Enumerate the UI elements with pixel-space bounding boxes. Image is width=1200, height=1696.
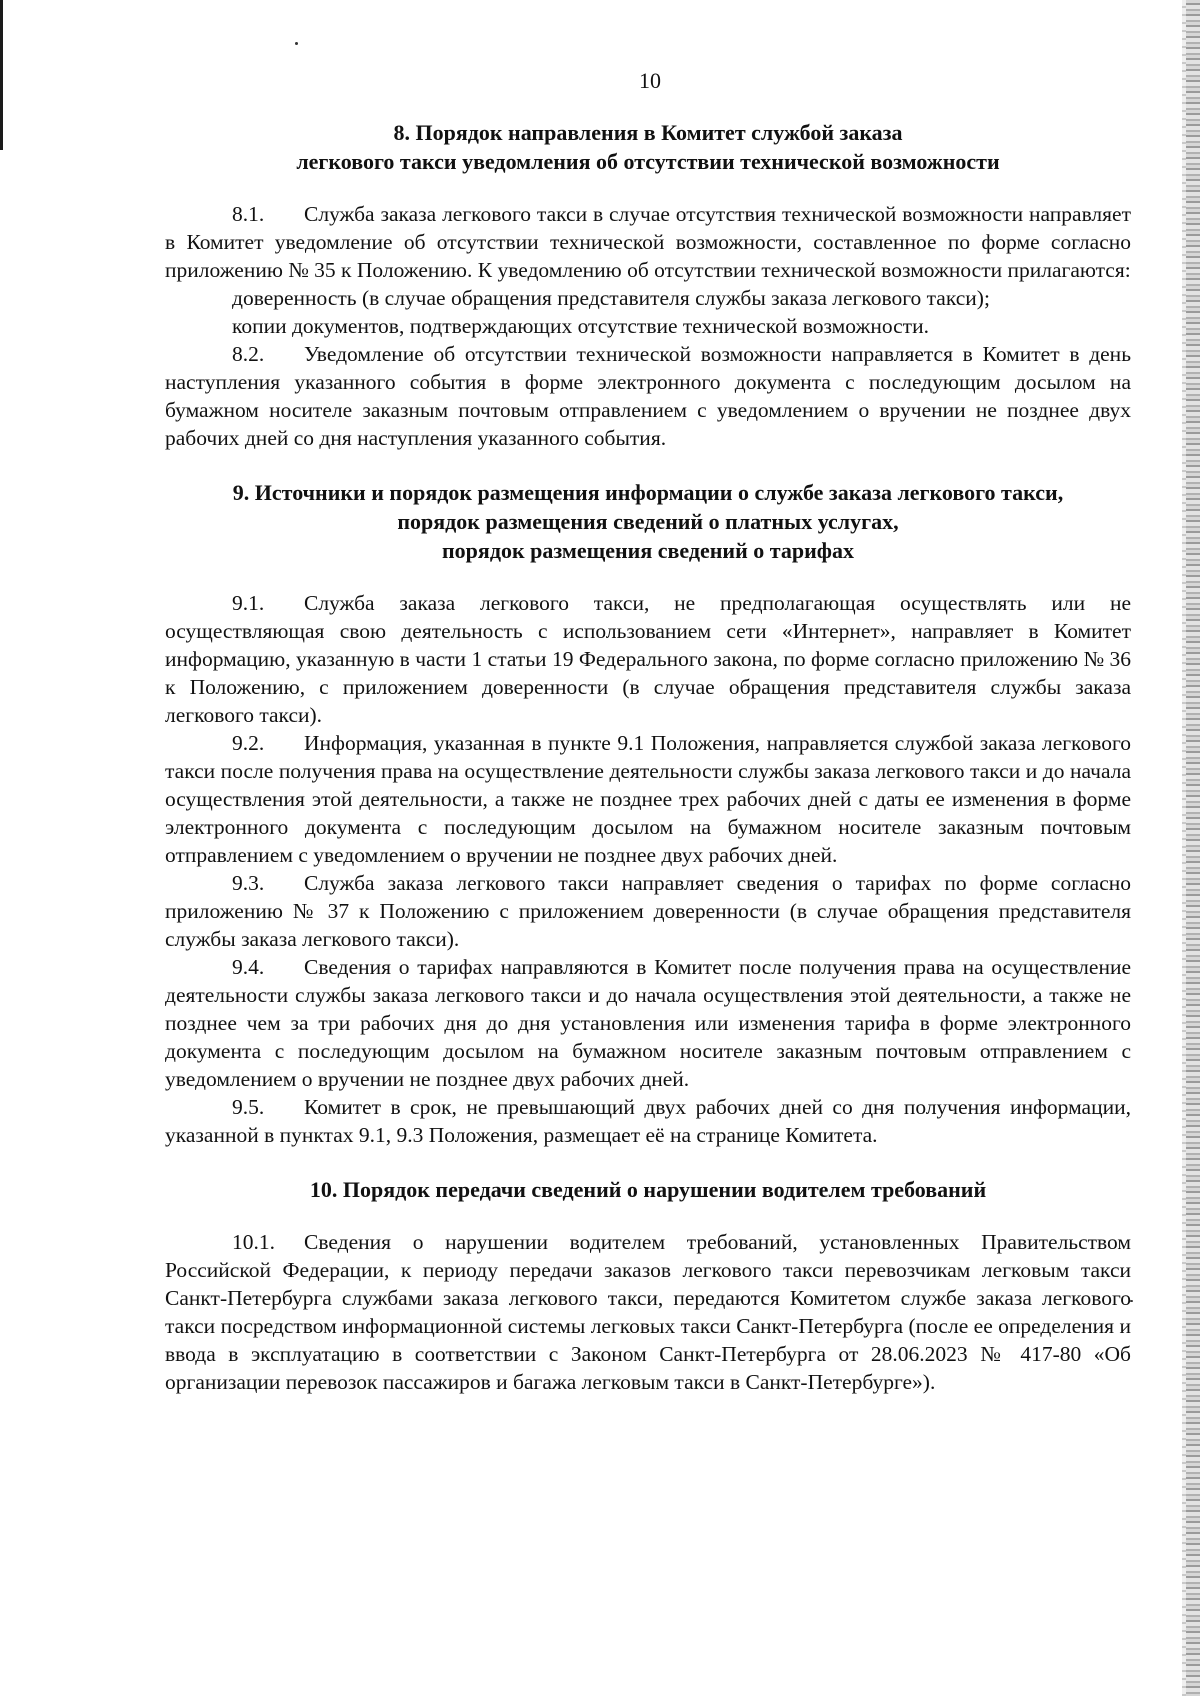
section-title [165,1175,1131,1204]
paragraph-number: 10.1. [232,1230,275,1254]
paragraph-text: Уведомление об отсутствии технической возможности направляется в Комитет в день наступления указанного события в форме электронного документа с последующим досылом на бумажном носителе заказным почтовым отправлением с уведомлением о вручении не позднее двух рабочих дней со дня наступления указанного события. [165,342,1131,450]
section-title-line: легкового такси уведомления об отсутствии технической возможности [296,149,1000,174]
paragraph-text: Служба заказа легкового такси, не предполагающая осуществлять или не осуществляющая свою деятельность с использованием сети «Интернет», направляет в Комитет информацию, указанную в части 1 статьи 19 Федерального закона, по форме согласно приложению № 36 к Положению, с приложением доверенности (в случае обращения представителя службы заказа легкового такси). [165,591,1131,727]
paragraph-9-5 [165,1093,1131,1149]
paragraph-number: 9.1. [232,591,265,615]
paragraph-number: 8.1. [232,202,265,226]
paragraph-8-1 [165,200,1131,284]
list-item: копии документов, подтверждающих отсутствие технической возможности. [232,314,929,338]
paragraph-text: Служба заказа легкового такси направляет сведения о тарифах по форме согласно приложению № 37 к Положению с приложением доверенности (в случае обращения представителя службы заказа легкового такси). [165,871,1131,951]
section-9 [165,478,1131,1149]
paragraph-text: Информация, указанная в пункте 9.1 Положения, направляется службой заказа легкового такси после получения права на осуществление деятельности службы заказа легкового такси и до начала осуществления этой деятельности, а также не позднее трех рабочих дней с даты ее изменения в форме электронного документа с последующим досылом на бумажном носителе заказным почтовым отправлением с уведомлением о вручении не позднее двух рабочих дней. [165,731,1131,867]
section-title-line: порядок размещения сведений о платных услугах, [397,509,899,534]
paragraph-number: 9.3. [232,871,265,895]
paragraph-number: 9.5. [232,1095,265,1119]
paragraph-10-1 [165,1228,1131,1396]
scan-edge-right [1186,0,1200,1696]
section-title-line: порядок размещения сведений о тарифах [442,538,854,563]
page-number: 10 [639,68,661,93]
list-item: доверенность (в случае обращения представителя службы заказа легкового такси); [232,286,990,310]
section-title-line: 10. Порядок передачи сведений о нарушении водителем требований [309,1177,987,1202]
paragraph-9-1 [165,589,1131,729]
paragraph-8-2 [165,340,1131,452]
paragraph-9-2 [165,729,1131,869]
section-title-line: 9. Источники и порядок размещения информации о службе заказа легкового такси, [232,480,1064,505]
paragraph-9-3 [165,869,1131,953]
scan-speck [295,42,298,45]
paragraph-text: Комитет в срок, не превышающий двух рабочих дней со дня получения информации, указанной в пунктах 9.1, 9.3 Положения, размещает её на странице Комитета. [165,1095,1131,1147]
document-body [165,118,1131,1396]
paragraph-number: 8.2. [232,342,265,366]
paragraph-text: Сведения о нарушении водителем требований, установленных Правительством Российской Федерации, к периоду передачи заказов легкового такси перевозчикам легковым такси Санкт-Петербурга службами заказа легкового такси, передаются Комитетом службе заказа легкового такси посредством информационной системы легковых такси Санкт-Петербурга (после ее определения и ввода в эксплуатацию в соответствии с Законом Санкт-Петербурга от 28.06.2023 № 417-80 «Об организации перевозок пассажиров и багажа легковым такси в Санкт-Петербурге»). [165,1230,1131,1394]
paragraph-text: Сведения о тарифах направляются в Комитет после получения права на осуществление деятельности службы заказа легкового такси и до начала осуществления этой деятельности, а также не позднее чем за три рабочих дня до дня установления или изменения тарифа в форме электронного документа с последующим досылом на бумажном носителе заказным почтовым отправлением с уведомлением о вручении не позднее двух рабочих дней. [165,955,1131,1091]
paragraph-9-4 [165,953,1131,1093]
section-8 [165,118,1131,452]
paragraph-text: Служба заказа легкового такси в случае отсутствия технической возможности направляет в Комитет уведомление об отсутствии технической возможности, составленное по форме согласно приложению № 35 к Положению. К уведомлению об отсутствии технической возможности прилагаются: [165,202,1131,282]
section-title [165,478,1131,565]
paragraph-number: 9.4. [232,955,265,979]
section-title-line: 8. Порядок направления в Комитет службой заказа [393,120,903,145]
paragraph-number: 9.2. [232,731,265,755]
section-title [165,118,1131,176]
section-10 [165,1175,1131,1396]
